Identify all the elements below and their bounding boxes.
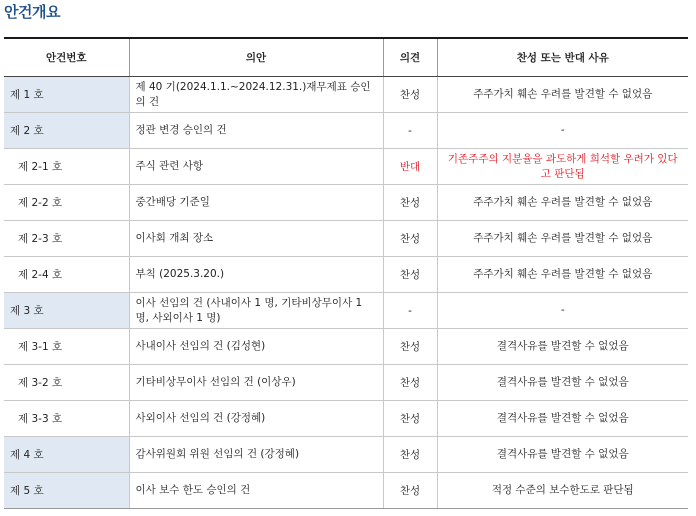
table-row [4,473,688,509]
reason-cell: 주주가치 훼손 우려를 발견할 수 없었음 [437,77,688,113]
agenda-title-cell: 사내이사 선임의 건 (김성현) [129,329,383,365]
agenda-title-cell: 정관 변경 승인의 건 [129,113,383,149]
table-header-row [4,38,688,77]
agenda-title-cell: 이사 선임의 건 (사내이사 1 명, 기타비상무이사 1 명, 사외이사 1 명) [129,293,383,329]
page-title: 안건개요 [4,3,60,21]
agenda-title-cell: 기타비상무이사 선임의 건 (이상우) [129,365,383,401]
opinion-cell: 찬성 [383,257,437,293]
agenda-number-cell: 제 4 호 [4,437,129,473]
agenda-title-cell: 사외이사 선임의 건 (강정혜) [129,401,383,437]
agenda-number-cell: 제 5 호 [4,473,129,509]
reason-cell: - [437,293,688,329]
reason-cell: 주주가치 훼손 우려를 발견할 수 없었음 [437,257,688,293]
table-row [4,401,688,437]
header-opinion: 의견 [383,38,437,77]
agenda-title-cell: 부칙 (2025.3.20.) [129,257,383,293]
agenda-number-cell: 제 3-3 호 [4,401,129,437]
opinion-cell: 찬성 [383,185,437,221]
agenda-number-cell: 제 2 호 [4,113,129,149]
opinion-cell: - [383,293,437,329]
agenda-number-cell: 제 2-3 호 [4,221,129,257]
opinion-cell: 찬성 [383,221,437,257]
table-row [4,437,688,473]
table-row [4,77,688,113]
table-row [4,113,688,149]
opinion-cell: 찬성 [383,437,437,473]
opinion-cell: 찬성 [383,77,437,113]
opinion-cell: 찬성 [383,473,437,509]
agenda-title-cell: 감사위원회 위원 선임의 건 (강정혜) [129,437,383,473]
agenda-title-cell: 이사 보수 한도 승인의 건 [129,473,383,509]
agenda-number-cell: 제 2-4 호 [4,257,129,293]
agenda-number-cell: 제 3-1 호 [4,329,129,365]
opinion-cell: 찬성 [383,401,437,437]
table-row [4,185,688,221]
agenda-number-cell: 제 3-2 호 [4,365,129,401]
agenda-title-cell: 주식 관련 사항 [129,149,383,185]
reason-cell: 주주가치 훼손 우려를 발견할 수 없었음 [437,185,688,221]
agenda-title-cell: 제 40 기(2024.1.1.~2024.12.31.)재무제표 승인의 건 [129,77,383,113]
agenda-table [4,37,688,509]
table-row [4,293,688,329]
table-row [4,365,688,401]
reason-cell: 적정 수준의 보수한도로 판단됨 [437,473,688,509]
agenda-number-cell: 제 2-1 호 [4,149,129,185]
agenda-title-cell: 중간배당 기준일 [129,185,383,221]
agenda-number-cell: 제 3 호 [4,293,129,329]
reason-cell: 결격사유를 발견할 수 없었음 [437,329,688,365]
table-row [4,149,688,185]
table-row [4,329,688,365]
opinion-cell: 반대 [383,149,437,185]
reason-cell: 결격사유를 발견할 수 없었음 [437,437,688,473]
header-agenda: 의안 [129,38,383,77]
opinion-cell: - [383,113,437,149]
reason-cell: 기존주주의 지분율을 과도하게 희석할 우려가 있다고 판단됨 [437,149,688,185]
opinion-cell: 찬성 [383,365,437,401]
agenda-number-cell: 제 1 호 [4,77,129,113]
reason-cell: 주주가치 훼손 우려를 발견할 수 없었음 [437,221,688,257]
table-row [4,221,688,257]
header-agenda-number: 안건번호 [4,38,129,77]
reason-cell: 결격사유를 발견할 수 없었음 [437,401,688,437]
header-reason: 찬성 또는 반대 사유 [437,38,688,77]
table-row [4,257,688,293]
agenda-number-cell: 제 2-2 호 [4,185,129,221]
agenda-title-cell: 이사회 개최 장소 [129,221,383,257]
reason-cell: - [437,113,688,149]
opinion-cell: 찬성 [383,329,437,365]
reason-cell: 결격사유를 발견할 수 없었음 [437,365,688,401]
